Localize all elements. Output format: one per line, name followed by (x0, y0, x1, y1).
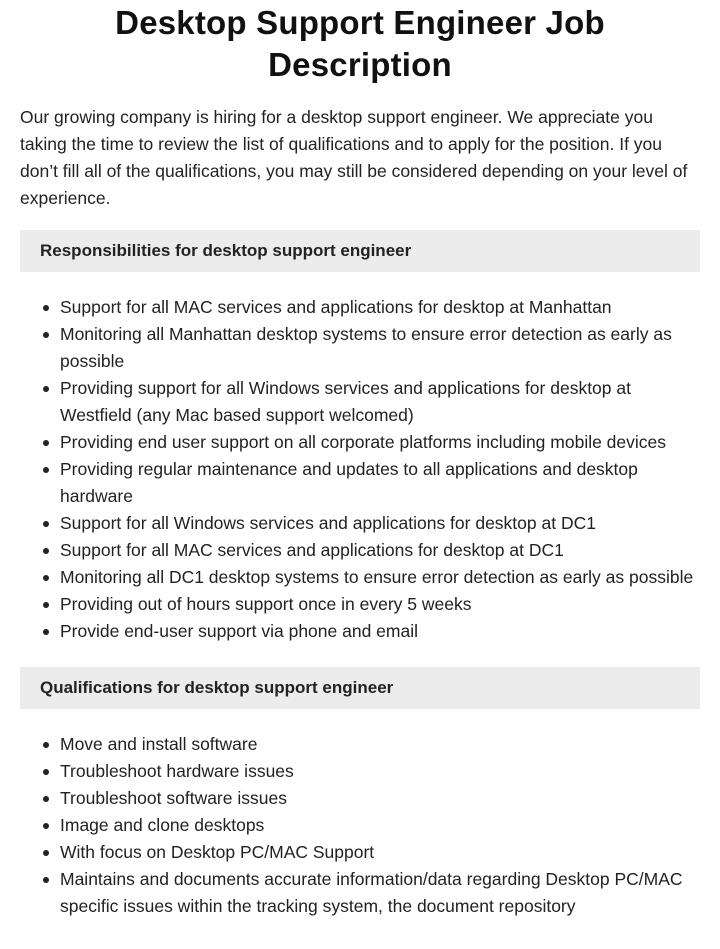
list-item: With focus on Desktop PC/MAC Support (60, 839, 700, 866)
responsibilities-list (20, 294, 700, 645)
intro-paragraph: Our growing company is hiring for a desktop support engineer. We appreciate you taking the time to review the list of qualifications and to apply for the position. If you don’t fill all of the qualifications, you may still be considered depending on your level of experience. (20, 107, 688, 208)
list-item: Providing support for all Windows services and applications for desktop at Westfield (any Mac based support welcomed) (60, 375, 700, 429)
list-item: Move and install software (60, 731, 700, 758)
list-item: Troubleshoot hardware issues (60, 758, 700, 785)
list-item: Monitoring all DC1 desktop systems to ensure error detection as early as possible (60, 564, 700, 591)
responsibilities-heading: Responsibilities for desktop support engineer (20, 230, 700, 272)
qualifications-list (20, 731, 700, 920)
list-item: Providing out of hours support once in every 5 weeks (60, 591, 700, 618)
page-title: Desktop Support Engineer Job Description (115, 4, 605, 83)
qualifications-heading: Qualifications for desktop support engineer (20, 667, 700, 709)
list-item: Provide end-user support via phone and email (60, 618, 700, 645)
list-item: Image and clone desktops (60, 812, 700, 839)
list-item: Maintains and documents accurate information/data regarding Desktop PC/MAC specific issues within the tracking system, the document repository (60, 866, 700, 920)
list-item: Providing regular maintenance and updates to all applications and desktop hardware (60, 456, 700, 510)
list-item: Support for all MAC services and applications for desktop at DC1 (60, 537, 700, 564)
list-item: Providing end user support on all corporate platforms including mobile devices (60, 429, 700, 456)
list-item: Troubleshoot software issues (60, 785, 700, 812)
list-item: Support for all MAC services and applications for desktop at Manhattan (60, 294, 700, 321)
list-item: Monitoring all Manhattan desktop systems to ensure error detection as early as possible (60, 321, 700, 375)
list-item: Support for all Windows services and applications for desktop at DC1 (60, 510, 700, 537)
